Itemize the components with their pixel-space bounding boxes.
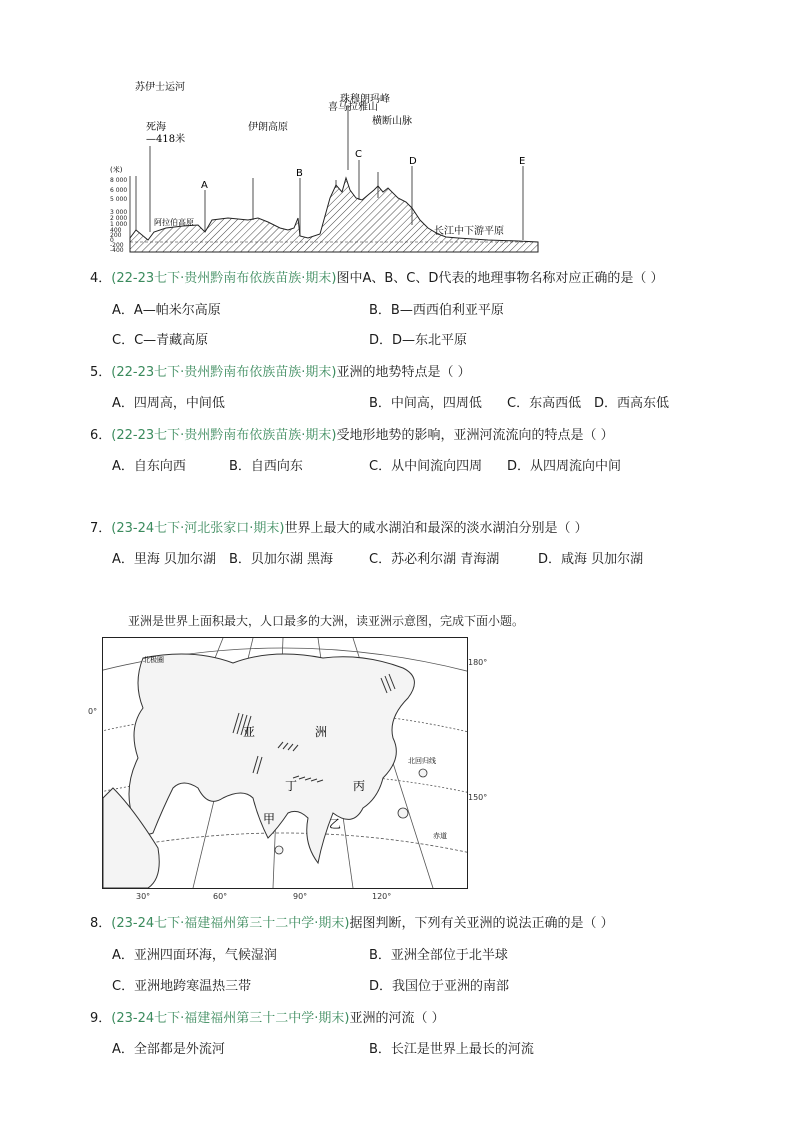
map-label-lon-30: 30°	[136, 892, 151, 901]
q7-option-b[interactable]: B．贝加尔湖 黑海	[229, 552, 334, 567]
ytick-neg400: -400	[110, 247, 124, 254]
q7-option-a[interactable]: A．里海 贝加尔湖	[112, 552, 217, 567]
question-5	[90, 364, 471, 382]
y-unit: (米)	[110, 166, 123, 174]
ytick-2000: 2 000	[110, 215, 128, 222]
question-number: 5．	[90, 365, 112, 380]
question-number: 8．	[90, 916, 112, 931]
letter-b: B	[296, 168, 303, 179]
question-source: (23-24七下·福建福州第三十二中学·期末)	[111, 1011, 350, 1026]
ytick-1000: 1 000	[110, 221, 128, 228]
map-label-jia: 甲	[263, 812, 276, 826]
map-label-lon-90: 90°	[293, 892, 308, 901]
question-source: (22-23七下·贵州黔南布依族苗族·期末)	[111, 428, 337, 443]
question-number: 7．	[90, 521, 112, 536]
map-label-0: 0°	[88, 707, 98, 716]
question-source: (22-23七下·贵州黔南布依族苗族·期末)	[111, 365, 337, 380]
q4-option-c[interactable]: C．C—青藏高原	[112, 333, 209, 348]
question-text: 据图判断，下列有关亚洲的说法正确的是（ ）	[349, 916, 614, 931]
question-7	[90, 520, 588, 538]
q9-option-a[interactable]: A．全部都是外流河	[112, 1042, 225, 1057]
q6-option-c[interactable]: C．从中间流向四周	[369, 459, 483, 474]
y-ticks	[110, 177, 127, 254]
q6-option-b[interactable]: B．自西向东	[229, 459, 303, 474]
q6-option-a[interactable]: A．自东向西	[112, 459, 186, 474]
question-text: 亚洲的地势特点是（ ）	[336, 365, 471, 380]
map-label-zhou: 洲	[315, 725, 328, 739]
letter-c: C	[355, 149, 362, 160]
label-arabia: 阿拉伯高原	[154, 218, 194, 227]
terrain-profile	[130, 178, 538, 252]
map-label-180: 180°	[468, 658, 488, 667]
letter-d: D	[409, 156, 417, 167]
ytick-8000: 8 000	[110, 177, 128, 184]
q7-option-d[interactable]: D．咸海 贝加尔湖	[538, 552, 644, 567]
label-changjiang: 长江中下游平原	[434, 226, 504, 237]
label-hengduan: 横断山脉	[372, 116, 412, 127]
q8-option-d[interactable]: D．我国位于亚洲的南部	[369, 979, 510, 994]
ytick-400: 400	[110, 227, 122, 234]
map-label-150: 150°	[468, 793, 488, 802]
question-8	[90, 915, 614, 933]
q5-option-b[interactable]: B．中间高，四周低	[369, 396, 482, 411]
q8-option-b[interactable]: B．亚洲全部位于北半球	[369, 948, 508, 963]
map-label-equator: 赤道	[433, 832, 447, 840]
q8-option-a[interactable]: A．亚洲四面环海，气候湿润	[112, 948, 277, 963]
question-source: (22-23七下·贵州黔南布依族苗族·期末)	[111, 271, 337, 286]
map-label-ding: 丁	[285, 779, 298, 793]
question-text: 受地形地势的影响，亚洲河流流向的特点是（ ）	[336, 428, 614, 443]
map-label-ya: 亚	[243, 725, 256, 739]
question-source: (23-24七下·河北张家口·期末)	[111, 521, 285, 536]
ytick-0: 0	[110, 237, 114, 244]
question-number: 9．	[90, 1011, 112, 1026]
question-4	[90, 270, 664, 288]
asia-map	[102, 637, 468, 889]
q4-option-a[interactable]: A．A—帕米尔高原	[112, 303, 221, 318]
map-label-lon-120: 120°	[372, 892, 392, 901]
q9-option-b[interactable]: B．长江是世界上最长的河流	[369, 1042, 534, 1057]
question-text: 亚洲的河流（ ）	[349, 1011, 445, 1026]
q4-option-d[interactable]: D．D—东北平原	[369, 333, 468, 348]
ytick-neg200: -200	[110, 242, 124, 249]
question-6	[90, 427, 614, 445]
q7-option-c[interactable]: C．苏必利尔湖 青海湖	[369, 552, 500, 567]
question-number: 6．	[90, 428, 112, 443]
q5-option-d[interactable]: D．西高东低	[594, 396, 670, 411]
question-9	[90, 1010, 445, 1028]
map-label-yi: 乙	[329, 817, 342, 831]
label-everest: 珠穆朗玛峰	[340, 94, 390, 105]
ytick-3000: 3 000	[110, 209, 128, 216]
asia-map-drawing	[103, 638, 467, 888]
q4-option-b[interactable]: B．B—西西伯利亚平原	[369, 303, 504, 318]
label-iran: 伊朗高原	[248, 122, 288, 133]
question-text: 图中A、B、C、D代表的地理事物名称对应正确的是（ ）	[336, 271, 664, 286]
label-deadsea-depth: —418米	[146, 134, 186, 145]
map-label-lon-60: 60°	[213, 892, 228, 901]
question-text: 世界上最大的咸水湖泊和最深的淡水湖泊分别是（ ）	[284, 521, 588, 536]
question-number: 4．	[90, 271, 112, 286]
q5-option-a[interactable]: A．四周高，中间低	[112, 396, 225, 411]
label-himalaya: 喜马拉雅山	[328, 102, 378, 113]
elevation-profile-figure	[108, 80, 540, 258]
map-label-arctic: 北极圈	[143, 656, 164, 664]
ytick-6000: 6 000	[110, 187, 128, 194]
question-source: (23-24七下·福建福州第三十二中学·期末)	[111, 916, 350, 931]
map-label-bing: 丙	[353, 779, 366, 793]
q5-option-c[interactable]: C．东高西低	[507, 396, 582, 411]
q8-option-c[interactable]: C．亚洲地跨寒温热三带	[112, 979, 252, 994]
ytick-200: 200	[110, 232, 122, 239]
q6-option-d[interactable]: D．从四周流向中间	[507, 459, 622, 474]
map-intro-text: 亚洲是世界上面积最大，人口最多的大洲，读亚洲示意图，完成下面小题。	[128, 614, 525, 628]
map-label-tropic: 北回归线	[408, 757, 436, 765]
letter-a: A	[201, 180, 208, 191]
label-deadsea: 死海	[146, 122, 166, 133]
ytick-5000: 5 000	[110, 196, 128, 203]
letter-e: E	[519, 156, 526, 167]
label-suez: 苏伊士运河	[135, 82, 185, 93]
